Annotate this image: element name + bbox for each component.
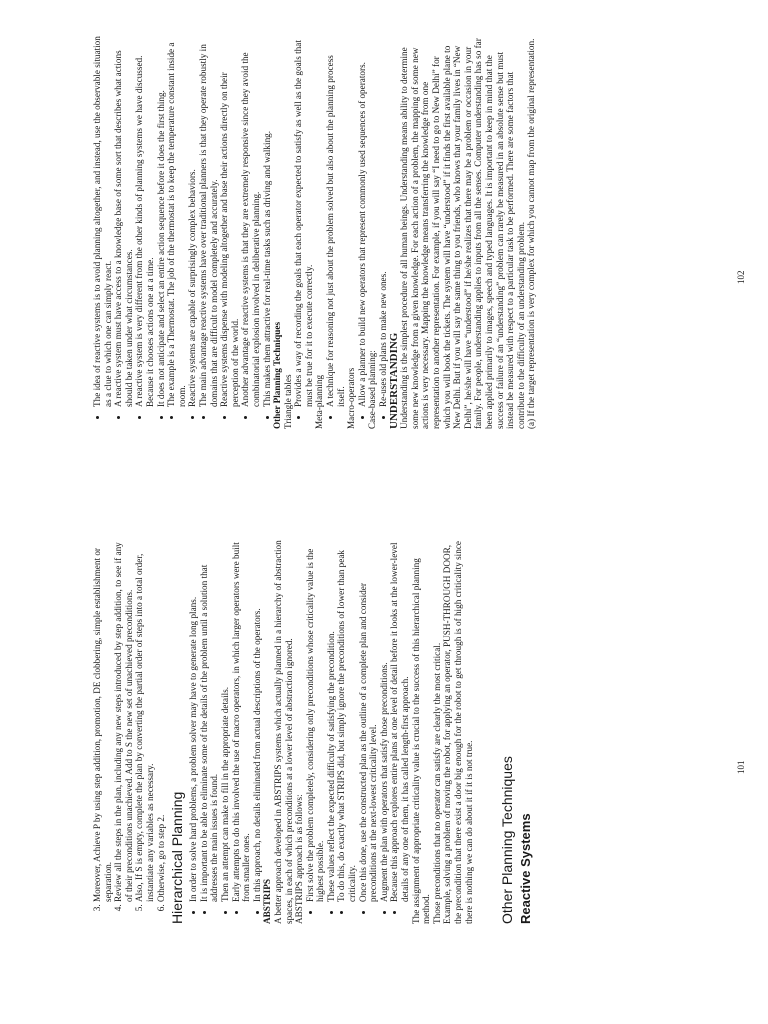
triangle-tables-bullets	[293, 34, 314, 429]
list-item: • Then an attempt can make to fill in the appropriate details.	[220, 534, 231, 902]
other-planning-heading: Other Planning Techniques	[499, 756, 516, 924]
list-item: • Provides a way of recording the goals that each operator expected to satisfy as well as the goals that must be true for it to execute correctly.	[293, 34, 314, 407]
list-item: • The idea of reactive systems is to avoid planning altogether, and instead, use the observable situation as a clue to which one can simply react.	[92, 34, 113, 407]
page-number: 101	[736, 760, 746, 774]
list-item: 5. Also, If S is empty, complete the plan by converting the partial order of steps into a total order, instantiate any variables as necessary.	[134, 534, 155, 902]
list-item: • Re-uses old plans to make new ones.	[378, 34, 389, 407]
list-item: • The main advantage reactive systems have over traditional planners is that they operate robustly in domains that are difficult to model completely and accurately.	[198, 34, 219, 407]
triangle-tables-label: Triangle tables	[282, 374, 293, 429]
assignment-paragraph: The assignment of appropriate criticality value is crucial to the success of this hierarchical planning method.	[410, 558, 432, 924]
list-item: • In this approach, no details eliminated from actual descriptions of the operators.	[252, 534, 263, 902]
list-item: 3. Moreover, Achieve P by using step addition, promotion, DE clobbering, simple establishment or separation.	[92, 534, 113, 902]
list-item: • Another advantage of reactive systems is that they are extremely responsive since they avoid the combinatorial explosion involved in deliberative planning.	[240, 34, 261, 407]
hierarchical-bullets	[188, 534, 262, 924]
abstrips-intro: A better approach developed in ABSTRIPS systems which actually planned in a hierarchy of abstraction spaces, in each of which preconditions at a lower level of abstraction ignored.	[272, 540, 294, 924]
list-item: • Early attempts to do this involved the use of macro operators, in which larger operators were built from smaller ones.	[231, 534, 252, 902]
reactive-systems-heading: Reactive Systems	[518, 813, 534, 924]
list-item: • Once this done, use the constructed plan as the outline of a complete plan and consider preconditions at the next-lowest criticality level.	[358, 534, 379, 902]
list-item: • First solve the problem completely, considering only preconditions whose criticality value is the highest possible.	[305, 534, 326, 902]
understanding-point-a: (a) If the target representation is very complex for which you cannot map from the original representation.	[526, 38, 537, 429]
list-item: • A reactive system must have access to a knowledge base of some sort that describes what actions should be taken under what circumstances.	[113, 34, 134, 407]
list-item: • The example is a Thermostat. The job of the thermostat is to keep the temperature constant inside a room.	[166, 34, 187, 407]
list-item: 6. Otherwise, go to step 2.	[156, 534, 167, 902]
list-item: • Reactive systems are capable of surprisingly complex behaviors.	[187, 34, 198, 407]
list-item: 4. Review all the steps in the plan, including any new steps introduced by step addition, to see if any of their preconditions unachieved. Add to S the new set of unachieved preconditions.	[113, 534, 134, 902]
list-item: • It is important to be able to eliminate some of the details of the problem until a solution that addresses the main issues is found.	[199, 534, 220, 902]
list-item: • A reactive system is very different from the other kinds of planning systems we have discussed. Because it chooses actions one at a time.	[134, 34, 155, 407]
other-techniques-heading: Other Planning Techniques	[272, 321, 283, 429]
list-item: • Allow a planner to build new operators that represent commonly used sequences of operators.	[357, 34, 368, 407]
planning-steps-list	[92, 534, 166, 924]
hierarchical-planning-heading: Hierarchical Planning	[169, 791, 186, 924]
meta-planning-label: Meta-planning	[314, 374, 325, 429]
right-page	[92, 34, 537, 429]
list-item: • Reactive systems dispense with modeling altogether and base their actions directly on their perception of the world.	[219, 34, 240, 407]
meta-planning-bullets	[325, 34, 346, 429]
abstrips-heading: ABSTRIPS	[262, 879, 273, 924]
list-item: • Because this approach explores entire plans at one level of detail before it looks at the lower-level details of any one of them, it has called length-first approach.	[389, 534, 410, 902]
macro-operators-bullets	[357, 34, 368, 429]
list-item: • It does not anticipate and select an entire action sequence before it does the first thing.	[156, 34, 167, 407]
page-number: 102	[736, 270, 746, 284]
list-item: • In order to solve hard problems, a problem solver may have to generate long plans.	[188, 534, 199, 902]
list-item: • Augment the plan with operators that satisfy those preconditions.	[379, 534, 390, 902]
preconditions-paragraph: Those preconditions that no operator can satisfy are clearly the most critical.	[431, 642, 442, 924]
list-item: • This makes them attractive for real-time tasks such as driving and walking.	[262, 34, 273, 407]
example-paragraph: Example, solving a problem of moving the robot, for applying an operator, PUSH-THROUGH DOOR, the precondition that there exist a door big enough for the robot to get through is of high criticality since there is nothing we can do about it if it is not true.	[442, 541, 474, 924]
macro-operators-label: Macro-operators	[346, 367, 357, 429]
abstrips-bullets	[305, 534, 411, 924]
list-item: • To do this, do exactly what STRIPS did, but simply ignore the preconditions of lower than peak criticality.	[336, 534, 357, 902]
case-based-label: Case-based planning:	[367, 350, 378, 429]
understanding-heading: UNDERSTANDING	[387, 332, 400, 429]
list-item: • A technique for reasoning not just about the problem solved but also about the planning process itself.	[325, 34, 346, 407]
understanding-paragraph: Understanding is the simplest procedure of all human beings. Understanding means ability to determine some new knowledge from a given knowledge. For each action of a problem, the mapping of some new actions is very necessary. Mapping the knowledge means transferring the knowledge from one representation to another representation. For example, if you will say “I need to go to New Delhi” for which you will book the tickets. The system will have “understood” if it finds the first available plane to New Delhi. But if you will say the same thing to you friends, who knows that your family lives in “New Delhi”, he/she will have “understood” if he/she realizes that there may be a problem or occasion in your family. For people, understanding applies to inputs from all the senses. Computer understanding has so far been applied primarily to images, speech and typed languages. It is important to keep in mind that the success or failure of an “understanding” problem can rarely be measured in an absolute sense but must instead be measured with respect to a particular task to be performed. There are some factors that contribute to the difficulty of an understanding problem.	[399, 38, 526, 429]
abstrips-approach: ABSTRIPS approach is as follows:	[294, 794, 305, 924]
reactive-bullets	[92, 34, 272, 429]
left-page	[92, 534, 534, 924]
list-item: • These values reflect the expected difficulty of satisfying the precondition.	[326, 534, 337, 902]
